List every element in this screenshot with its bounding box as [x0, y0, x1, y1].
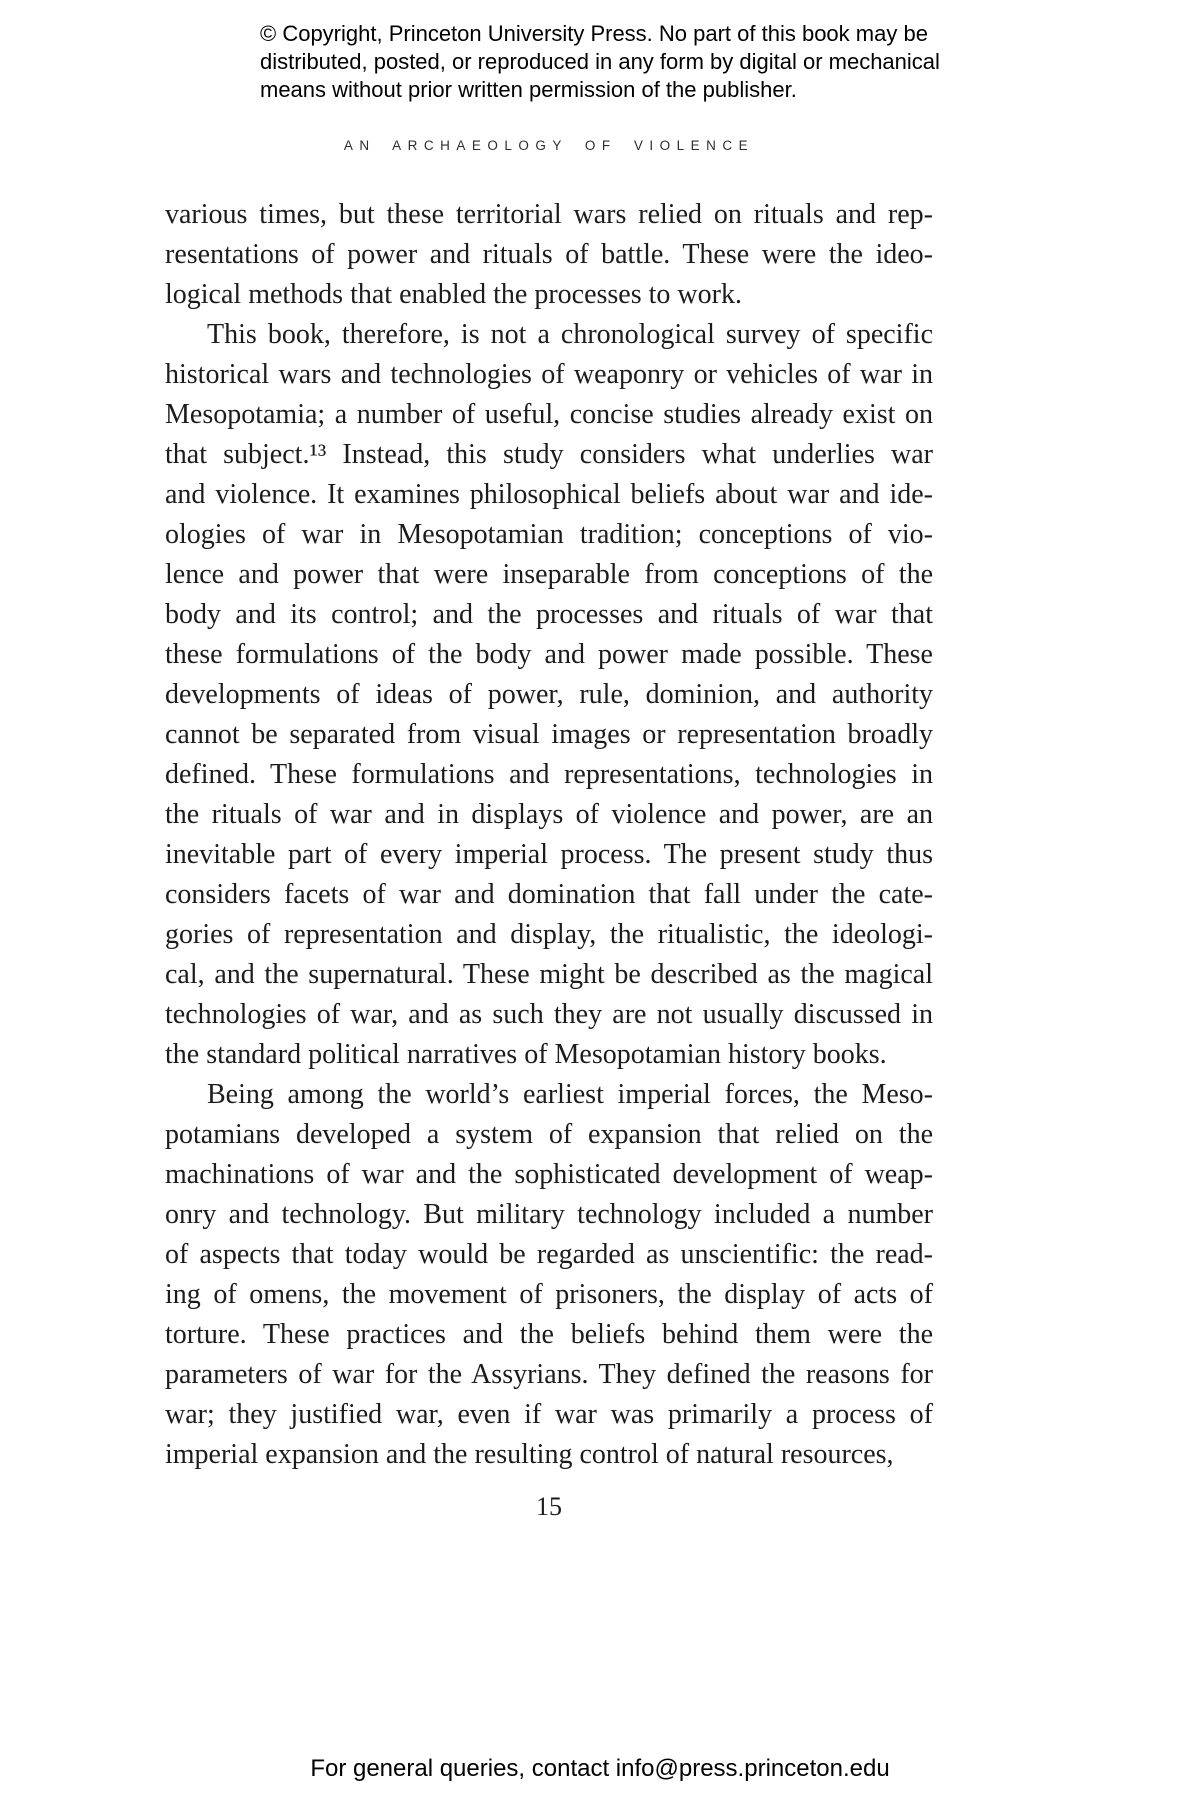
- text-line: cal, and the supernatural. These might be described as the magical: [165, 959, 933, 990]
- text-line: ing of omens, the movement of prisoners, the display of acts of: [165, 1279, 933, 1310]
- text-line: these formulations of the body and power made possible. These: [165, 639, 933, 670]
- text-line: torture. These practices and the beliefs behind them were the: [165, 1319, 933, 1350]
- text-line: This book, therefore, is not a chronological survey of specific: [207, 319, 933, 350]
- text-line: resentations of power and rituals of battle. These were the ideo-: [165, 239, 933, 270]
- copyright-notice-line: © Copyright, Princeton University Press. No part of this book may be: [260, 21, 928, 46]
- text-line: the rituals of war and in displays of violence and power, are an: [165, 799, 933, 830]
- text-line: ologies of war in Mesopotamian tradition; conceptions of vio-: [165, 519, 933, 550]
- text-line: onry and technology. But military technology included a number: [165, 1199, 933, 1230]
- text-line: inevitable part of every imperial process. The present study thus: [165, 839, 933, 870]
- running-head: AN ARCHAEOLOGY OF VIOLENCE: [343, 138, 755, 153]
- text-line: lence and power that were inseparable from conceptions of the: [165, 559, 933, 590]
- text-line: and violence. It examines philosophical beliefs about war and ide-: [165, 479, 933, 510]
- paragraph: [165, 195, 933, 315]
- text-line: war; they justified war, even if war was primarily a process of: [165, 1399, 933, 1430]
- text-line: body and its control; and the processes and rituals of war that: [165, 599, 933, 630]
- text-line: technologies of war, and as such they are not usually discussed in: [165, 999, 933, 1030]
- text-line: machinations of war and the sophisticated development of weap-: [165, 1159, 933, 1190]
- text-line: Mesopotamia; a number of useful, concise studies already exist on: [165, 399, 933, 430]
- text-line: potamians developed a system of expansion that relied on the: [165, 1119, 933, 1150]
- footer-contact-text: For general queries, contact info@press.princeton.edu: [310, 1755, 890, 1782]
- page-number: 15: [536, 1492, 562, 1521]
- text-line: that subject.¹³ Instead, this study considers what underlies war: [165, 439, 933, 470]
- text-line: of aspects that today would be regarded as unscientific: the read-: [165, 1239, 933, 1270]
- paragraph: [165, 315, 933, 1075]
- body-text: [165, 195, 933, 1475]
- text-line: gories of representation and display, the ritualistic, the ideologi-: [165, 919, 933, 950]
- text-line: developments of ideas of power, rule, dominion, and authority: [165, 679, 933, 710]
- text-line: imperial expansion and the resulting control of natural resources,: [165, 1439, 894, 1470]
- copyright-notice-line: means without prior written permission of the publisher.: [260, 77, 797, 102]
- footer: [0, 1755, 1200, 1783]
- copyright-notice: [260, 20, 940, 104]
- text-line: various times, but these territorial wars relied on rituals and rep-: [165, 199, 933, 230]
- text-line: cannot be separated from visual images or representation broadly: [165, 719, 933, 750]
- text-line: logical methods that enabled the processes to work.: [165, 279, 742, 310]
- text-line: historical wars and technologies of weaponry or vehicles of war in: [165, 359, 933, 390]
- paragraph: [165, 1075, 933, 1475]
- text-line: parameters of war for the Assyrians. They defined the reasons for: [165, 1359, 933, 1390]
- text-line: Being among the world’s earliest imperial forces, the Meso-: [207, 1079, 933, 1110]
- text-line: considers facets of war and domination that fall under the cate-: [165, 879, 933, 910]
- copyright-notice-line: distributed, posted, or reproduced in any form by digital or mechanical: [260, 49, 940, 74]
- text-line: defined. These formulations and representations, technologies in: [165, 759, 933, 790]
- text-line: the standard political narratives of Mesopotamian history books.: [165, 1039, 887, 1070]
